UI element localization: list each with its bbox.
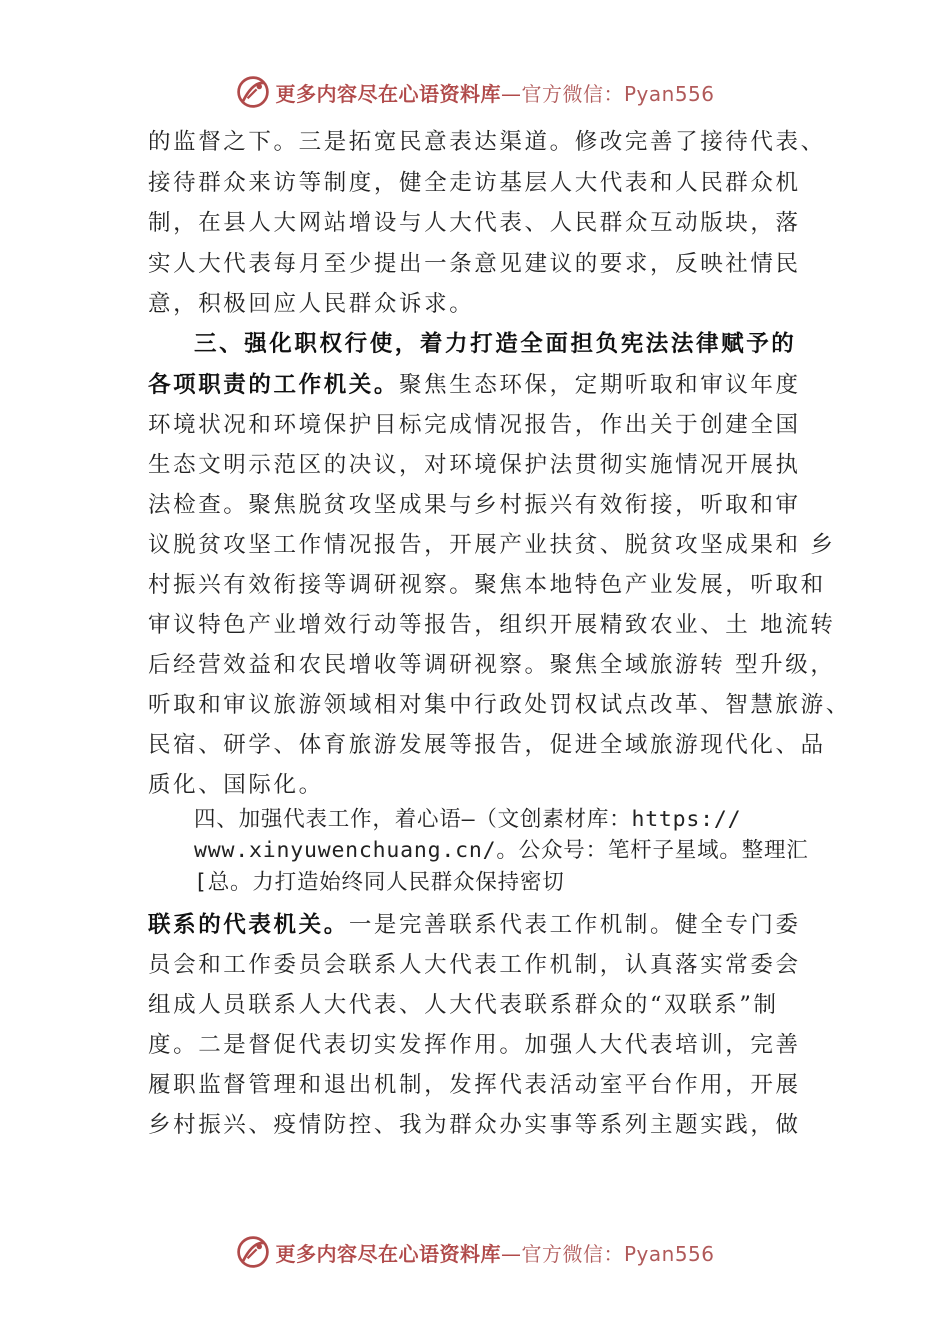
header-brand: 更多内容尽在心语资料库 (275, 81, 501, 106)
header-contact-id: Pyan556 (623, 81, 715, 106)
header-banner (0, 72, 950, 112)
header-contact-label: 官方微信： (521, 81, 624, 106)
text-line: 环境状况和环境保护目标完成情况报告，作出关于创建全国 (148, 412, 801, 438)
text-line: 度。二是督促代表切实发挥作用。加强人大代表培训，完善 (148, 1032, 801, 1058)
text-line: 议脱贫攻坚工作情况报告，开展产业扶贫、脱贫攻坚成果和 乡 (148, 532, 836, 558)
footer-contact-label: 官方微信： (521, 1241, 624, 1266)
watermark-text-line: [总。力打造始终同人民群众保持密切 (194, 870, 565, 895)
watermark-text-line: 四、加强代表工作，着心语—（文创素材库：https:// (194, 807, 742, 832)
text-line: 法检查。聚焦脱贫攻坚成果与乡村振兴有效衔接，听取和审 (148, 492, 801, 518)
brand-logo-icon (235, 1234, 271, 1270)
text-line-rest: 聚焦生态环保，定期听取和审议年度 (399, 372, 801, 398)
text-line: 生态文明示范区的决议，对环境保护法贯彻实施情况开展执 (148, 452, 801, 478)
text-line (148, 370, 801, 400)
text-line: 的监督之下。三是拓宽民意表达渠道。修改完善了接待代表、 (148, 129, 826, 155)
footer-banner (0, 1232, 950, 1272)
footer-brand: 更多内容尽在心语资料库 (275, 1241, 501, 1266)
text-line: 民宿、研学、体育旅游发展等报告，促进全域旅游现代化、品 (148, 732, 826, 758)
section-heading-end: 联系的代表机关。 (148, 912, 349, 938)
header-banner-text (275, 78, 714, 107)
text-line: 后经营效益和农民增收等调研视察。聚焦全域旅游转 型升级， (148, 652, 836, 678)
text-line: 组成人员联系人大代表、人大代表联系群众的“双联系”制 (148, 992, 779, 1018)
footer-banner-text (275, 1238, 714, 1267)
text-line (148, 910, 801, 940)
text-line: 接待群众来访等制度，健全走访基层人大代表和人民群众机 (148, 170, 801, 196)
section-heading-end: 各项职责的工作机关。 (148, 372, 400, 398)
text-line: 村振兴有效衔接等调研视察。聚焦本地特色产业发展，听取和 (148, 572, 826, 598)
footer-separator: — (500, 1241, 522, 1266)
text-line: 审议特色产业增效行动等报告，组织开展精致农业、土 地流转 (148, 612, 836, 638)
text-line: 听取和审议旅游领域相对集中行政处罚权试点改革、智慧旅游、 (148, 692, 851, 718)
text-line-rest: 一是完善联系代表工作机制。健全专门委 (348, 912, 801, 938)
text-line: 意，积极回应人民群众诉求。 (148, 291, 475, 317)
section-heading: 三、强化职权行使，着力打造全面担负宪法法律赋予的 (194, 331, 797, 357)
brand-logo-icon (235, 74, 271, 110)
watermark-text-line: www.xinyuwenchuang.cn/。公众号：笔杆子星域。整理汇 (194, 838, 809, 863)
header-separator: — (500, 81, 522, 106)
footer-contact-id: Pyan556 (623, 1241, 715, 1266)
text-line: 履职监督管理和退出机制，发挥代表活动室平台作用，开展 (148, 1072, 801, 1098)
text-line: 质化、国际化。 (148, 772, 324, 798)
text-line: 员会和工作委员会联系人大代表工作机制，认真落实常委会 (148, 952, 801, 978)
text-line: 实人大代表每月至少提出一条意见建议的要求，反映社情民 (148, 251, 801, 277)
text-line: 乡村振兴、疫情防控、我为群众办实事等系列主题实践，做 (148, 1112, 801, 1138)
text-line: 制，在县人大网站增设与人大代表、人民群众互动版块，落 (148, 210, 801, 236)
